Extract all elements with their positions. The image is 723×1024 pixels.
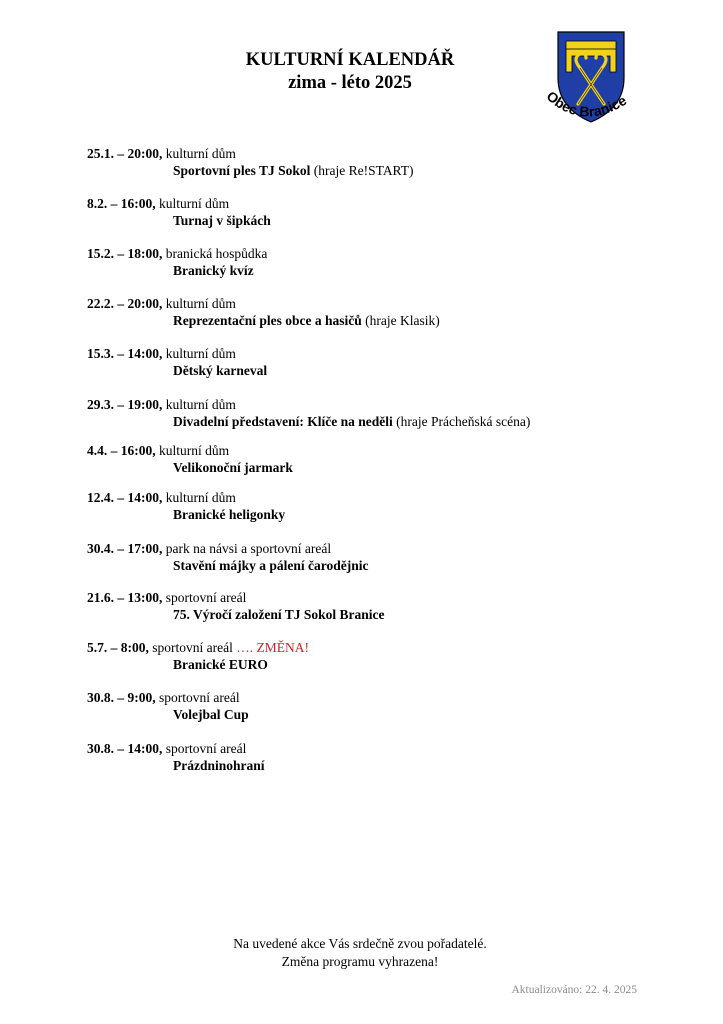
event-place: kulturní dům	[162, 397, 236, 412]
change-alert: …. ZMĚNA!	[232, 640, 309, 655]
event-place: sportovní areál	[155, 690, 240, 705]
calendar-title: KULTURNÍ KALENDÁŘ	[245, 50, 455, 70]
event-note: (hraje Re!START)	[310, 163, 414, 178]
event-datetime: 30.8. – 14:00,	[87, 741, 163, 756]
footer-disclaimer: Změna programu vyhrazena!	[281, 954, 439, 969]
event-datetime: 29.3. – 19:00,	[87, 397, 163, 412]
event-name: Branické EURO	[173, 657, 268, 672]
event-datetime: 25.1. – 20:00,	[87, 146, 163, 161]
event-place: kulturní dům	[155, 443, 230, 458]
event-name: Dětský karneval	[173, 363, 268, 378]
event-datetime: 30.4. – 17:00,	[87, 541, 163, 556]
event-datetime: 5.7. – 8:00,	[87, 640, 149, 655]
event-datetime: 8.2. – 16:00,	[87, 196, 156, 211]
event-name: Branický kvíz	[173, 263, 254, 278]
event-item	[87, 489, 687, 523]
event-item	[87, 295, 687, 329]
event-name: Sportovní ples TJ Sokol	[173, 163, 311, 178]
event-place: kulturní dům	[162, 346, 236, 361]
event-place: kulturní dům	[155, 196, 230, 211]
event-item	[87, 689, 687, 723]
event-item	[87, 145, 687, 179]
event-note: (hraje Klasik)	[361, 313, 440, 328]
event-item	[87, 345, 687, 379]
event-place: sportovní areál	[162, 741, 247, 756]
event-name: Volejbal Cup	[173, 707, 249, 722]
event-note: (hraje Prácheňská scéna)	[392, 414, 531, 429]
event-item	[87, 195, 687, 229]
event-name: Velikonoční jarmark	[173, 460, 293, 475]
event-place: sportovní areál	[148, 640, 233, 655]
event-name: Branické heligonky	[173, 507, 286, 522]
event-place: park na návsi a sportovní areál	[162, 541, 332, 556]
event-place: kulturní dům	[162, 490, 236, 505]
event-datetime: 21.6. – 13:00,	[87, 590, 163, 605]
event-place: kulturní dům	[162, 146, 236, 161]
event-item	[87, 245, 687, 279]
municipal-crest-logo	[536, 26, 646, 136]
event-item	[87, 442, 687, 476]
event-place: branická hospůdka	[162, 246, 268, 261]
event-datetime: 30.8. – 9:00,	[87, 690, 156, 705]
event-datetime: 22.2. – 20:00,	[87, 296, 163, 311]
event-item	[87, 589, 687, 623]
event-item	[87, 396, 687, 430]
last-updated: Aktualizováno: 22. 4. 2025	[511, 984, 637, 996]
event-place: sportovní areál	[162, 590, 247, 605]
event-item	[87, 639, 687, 673]
event-name: Prázdninohraní	[173, 758, 265, 773]
event-place: kulturní dům	[162, 296, 236, 311]
event-item	[87, 540, 687, 574]
event-name: Divadelní představení: Klíče na neděli	[173, 414, 393, 429]
calendar-subtitle: zima - léto 2025	[288, 73, 412, 93]
crest-text: Obec Branice	[543, 87, 630, 120]
event-datetime: 15.3. – 14:00,	[87, 346, 163, 361]
event-item	[87, 740, 687, 774]
event-name: Stavění májky a pálení čarodějnic	[173, 558, 369, 573]
event-datetime: 12.4. – 14:00,	[87, 490, 163, 505]
event-name: Reprezentační ples obce a hasičů	[173, 313, 362, 328]
footer-invitation: Na uvedené akce Vás srdečně zvou pořadatelé.	[233, 936, 487, 951]
event-name: 75. Výročí založení TJ Sokol Branice	[173, 607, 385, 622]
event-name: Turnaj v šipkách	[173, 213, 271, 228]
event-datetime: 15.2. – 18:00,	[87, 246, 163, 261]
event-datetime: 4.4. – 16:00,	[87, 443, 156, 458]
